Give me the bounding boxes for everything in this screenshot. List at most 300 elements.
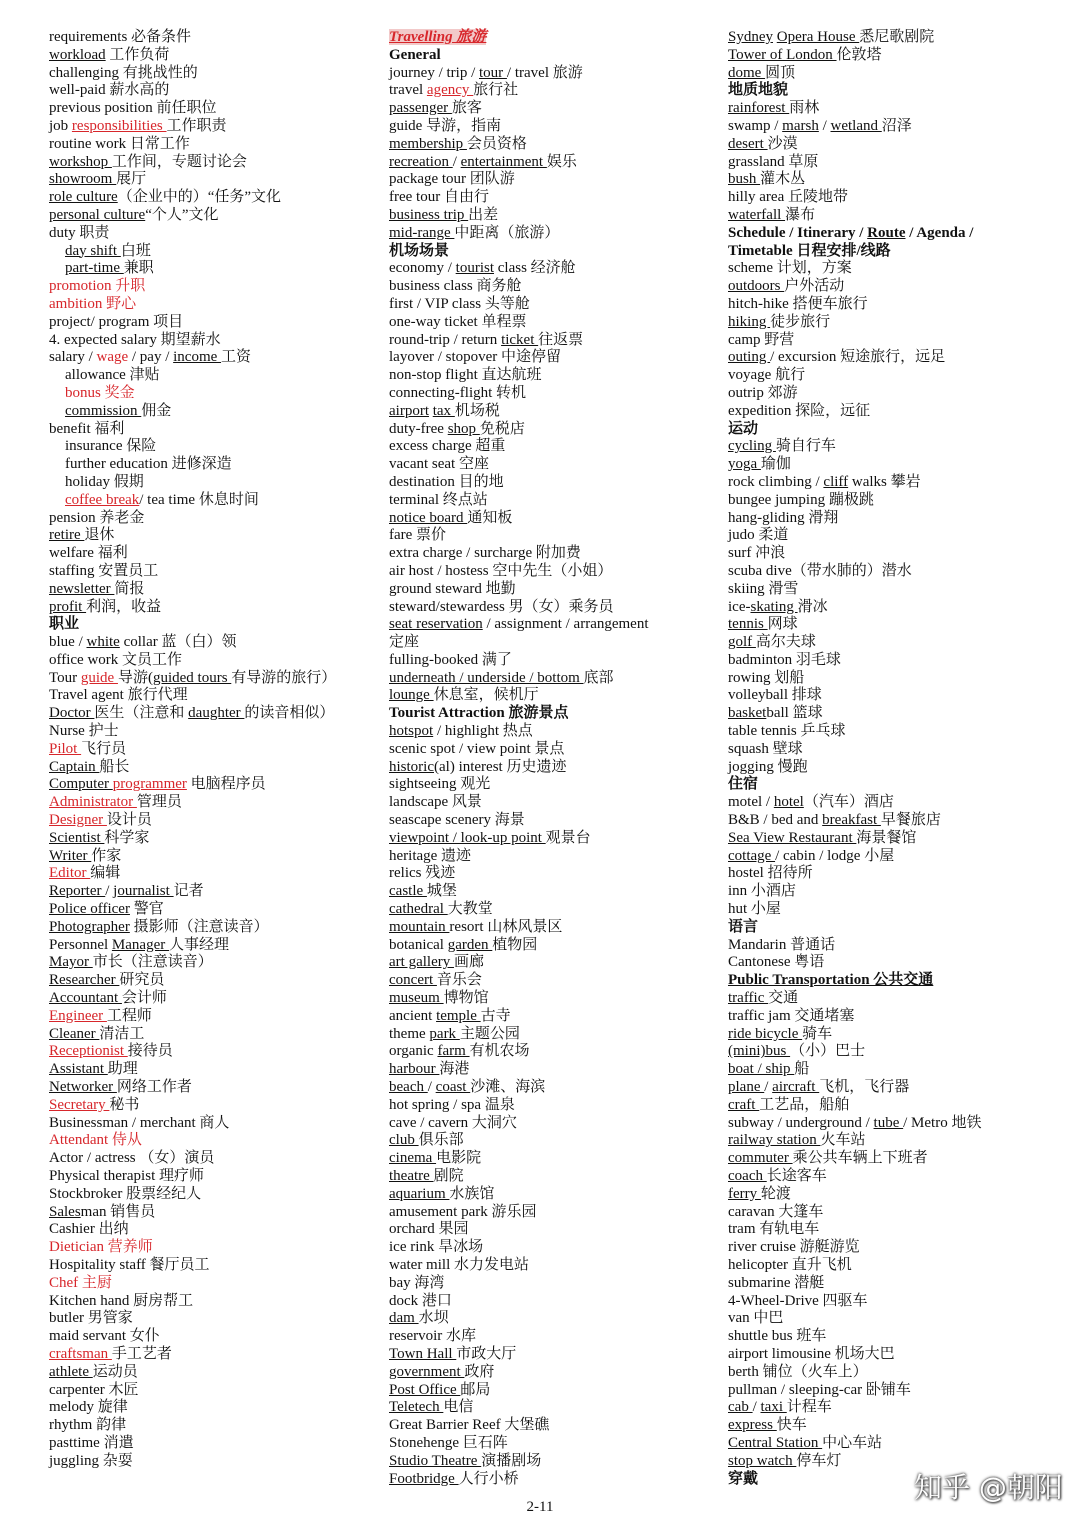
vocab-text: hilly area 丘陵地带 bbox=[728, 189, 848, 206]
vocab-text: journalist bbox=[113, 883, 174, 900]
vocab-text: squash 壁球 bbox=[728, 740, 803, 757]
vocab-text: Actor / actress （女）演员 bbox=[49, 1150, 215, 1167]
vocab-text: 展厅 bbox=[116, 171, 147, 188]
vocab-line bbox=[728, 1168, 1063, 1186]
vocab-text: 佣金 bbox=[141, 402, 172, 419]
vocab-text: amusement park 游乐园 bbox=[389, 1203, 537, 1220]
vocab-text: commuter bbox=[728, 1150, 793, 1167]
vocab-line bbox=[389, 349, 719, 367]
vocab-text: 沙滩、海滨 bbox=[470, 1079, 546, 1096]
vocab-line bbox=[728, 492, 1063, 510]
vocab-line bbox=[49, 1310, 379, 1328]
vocab-text: / travel 旅游 bbox=[506, 64, 583, 81]
vocab-text: plane bbox=[728, 1079, 765, 1096]
vocab-line bbox=[49, 741, 379, 759]
vocab-line bbox=[49, 919, 379, 937]
vocab-text: submarine 潜艇 bbox=[728, 1274, 825, 1291]
vocab-text: concert bbox=[389, 972, 437, 989]
vocab-text: Chef 主厨 bbox=[49, 1274, 112, 1291]
vocab-text: Cleaner bbox=[49, 1025, 100, 1042]
vocab-line bbox=[49, 29, 379, 47]
vocab-text: Pilot bbox=[49, 740, 82, 757]
vocab-text: business class 商务舱 bbox=[389, 278, 522, 295]
vocab-text: theatre bbox=[389, 1168, 434, 1184]
vocab-line bbox=[49, 848, 379, 866]
vocab-line bbox=[389, 136, 719, 154]
vocab-line bbox=[49, 581, 379, 599]
vocab-line bbox=[728, 296, 1063, 314]
vocab-text: Captain bbox=[49, 758, 100, 775]
vocab-text: benefit 福利 bbox=[49, 420, 125, 437]
vocab-text: 博物馆 bbox=[443, 990, 489, 1007]
vocab-text: allowance 津贴 bbox=[65, 367, 160, 384]
vocab-text: (mini)bus bbox=[728, 1043, 791, 1060]
vocab-line bbox=[728, 1150, 1063, 1168]
vocab-text: craftsman bbox=[49, 1345, 112, 1362]
vocab-text: / bbox=[452, 153, 461, 170]
vocab-text: boat / ship bbox=[728, 1061, 795, 1078]
vocab-text: 滑冰 bbox=[797, 598, 828, 615]
vocab-text: bonus 奖金 bbox=[65, 384, 135, 401]
vocab-line bbox=[49, 385, 379, 403]
vocab-text: juggling 杂耍 bbox=[49, 1452, 133, 1469]
vocab-text: 工作负荷 bbox=[105, 46, 170, 63]
vocab-text: 高尔夫球 bbox=[755, 634, 816, 651]
section-heading: Timetable 日程安排/线路 bbox=[728, 242, 891, 259]
vocab-text: / cabin / lodge 小屋 bbox=[775, 847, 895, 864]
vocab-line bbox=[389, 1150, 719, 1168]
vocab-line bbox=[728, 972, 1063, 990]
vocab-text: 科学家 bbox=[104, 829, 150, 846]
vocab-text: seascape scenery 海景 bbox=[389, 812, 525, 829]
vocab-text: Tower of London bbox=[728, 46, 837, 63]
vocab-text: outing bbox=[728, 349, 771, 366]
vocab-text: coach bbox=[728, 1168, 767, 1184]
vocab-line bbox=[728, 1026, 1063, 1044]
vocab-text: van 中巴 bbox=[728, 1310, 784, 1327]
vocab-text: 人事经理 bbox=[168, 936, 229, 953]
vocab-text: Sea View Restaurant bbox=[728, 829, 857, 846]
vocab-text: 机场税 bbox=[454, 402, 500, 419]
vocab-text: 海景餐馆 bbox=[856, 829, 917, 846]
vocab-text: yoga bbox=[728, 456, 761, 473]
vocab-line bbox=[389, 367, 719, 385]
vocab-text: 乘公共车辆上下班者 bbox=[792, 1150, 928, 1167]
vocab-text: tourist bbox=[455, 260, 494, 277]
vocab-line bbox=[389, 47, 719, 65]
vocab-text: personal culture bbox=[49, 206, 146, 223]
vocab-text: heritage 遗迹 bbox=[389, 847, 472, 864]
vocab-line bbox=[49, 670, 379, 688]
vocab-text: 灌木丛 bbox=[760, 171, 806, 188]
vocab-line bbox=[389, 1079, 719, 1097]
vocab-text: 长途客车 bbox=[766, 1168, 827, 1184]
vocab-line bbox=[389, 189, 719, 207]
vocab-line bbox=[728, 741, 1063, 759]
vocab-text: cinema bbox=[389, 1150, 437, 1167]
vocab-text: notice board bbox=[389, 509, 468, 526]
vocab-text: orchard 果园 bbox=[389, 1221, 469, 1238]
vocab-text: hotel bbox=[773, 794, 804, 811]
vocab-text: 植物园 bbox=[492, 936, 538, 953]
vocab-text: table tennis 乒乓球 bbox=[728, 723, 846, 740]
vocab-text: Great Barrier Reef 大堡礁 bbox=[389, 1417, 550, 1434]
vocab-text: “个人”文化 bbox=[145, 206, 219, 223]
vocab-line bbox=[389, 527, 719, 545]
vocab-text: coast bbox=[435, 1079, 471, 1096]
vocab-line bbox=[728, 1310, 1063, 1328]
vocab-text: membership bbox=[389, 135, 467, 152]
vocab-text: 飞行员 bbox=[81, 740, 127, 757]
vocab-line bbox=[728, 687, 1063, 705]
vocab-text: （企业中的）“任务”文化 bbox=[117, 189, 282, 206]
vocab-line bbox=[728, 278, 1063, 296]
vocab-text: / bbox=[764, 1079, 773, 1096]
vocab-text: 瑜伽 bbox=[760, 456, 791, 473]
vocab-text: programmer bbox=[112, 776, 187, 793]
vocab-text: journey / trip / bbox=[389, 64, 479, 81]
section-heading: 机场场景 bbox=[389, 242, 450, 259]
vocab-text: 政府 bbox=[464, 1363, 495, 1380]
vocab-line bbox=[49, 1043, 379, 1061]
vocab-text: theme bbox=[389, 1025, 430, 1042]
vocab-text: marsh bbox=[782, 117, 819, 134]
vocab-text: Travel agent 旅行代理 bbox=[49, 687, 188, 704]
vocab-text: daughter bbox=[188, 705, 245, 722]
vocab-text: sightseeing 观光 bbox=[389, 776, 491, 793]
vocab-line bbox=[728, 1132, 1063, 1150]
page-number: 2-11 bbox=[526, 1499, 554, 1515]
vocab-text: helicopter 直升飞机 bbox=[728, 1256, 852, 1273]
vocab-text: fulling-booked 满了 bbox=[389, 651, 512, 668]
vocab-text: Tour bbox=[49, 669, 81, 686]
section-heading: 运动 bbox=[728, 420, 759, 437]
vocab-line bbox=[389, 1382, 719, 1400]
vocab-line bbox=[389, 421, 719, 439]
vocab-text: 火车站 bbox=[820, 1132, 866, 1149]
vocab-text: white bbox=[86, 634, 120, 651]
vocab-text: expedition 探险，远征 bbox=[728, 402, 871, 419]
vocab-line bbox=[728, 1186, 1063, 1204]
vocab-text: outrip 郊游 bbox=[728, 384, 798, 401]
vocab-line bbox=[389, 634, 719, 652]
vocab-text: 演播剧场 bbox=[481, 1452, 542, 1469]
vocab-text: 旅客 bbox=[451, 100, 482, 117]
vocab-text: ambition 野心 bbox=[49, 295, 137, 312]
vocab-text: Cashier 出纳 bbox=[49, 1221, 129, 1238]
vocab-text: Reporter bbox=[49, 883, 106, 900]
vocab-text: cliff bbox=[823, 473, 849, 490]
vocab-line bbox=[728, 812, 1063, 830]
vocab-text: / excursion 短途旅行，远足 bbox=[770, 349, 946, 366]
vocab-text: ferry bbox=[728, 1185, 761, 1202]
vocab-line bbox=[728, 705, 1063, 723]
vocab-text: previous position 前任职位 bbox=[49, 100, 217, 117]
vocab-text: project/ program 项目 bbox=[49, 313, 184, 330]
vocab-text: Sydney bbox=[728, 29, 773, 45]
vocab-text: breakfast bbox=[822, 812, 881, 829]
vocab-text: Nurse 护士 bbox=[49, 723, 119, 740]
section-heading: / Agenda / bbox=[905, 224, 974, 241]
vocab-text: 画廊 bbox=[453, 954, 484, 971]
vocab-line bbox=[389, 1257, 719, 1275]
vocab-text: Editor bbox=[49, 865, 91, 882]
vocab-line bbox=[389, 545, 719, 563]
vocab-line bbox=[49, 1346, 379, 1364]
vocab-line bbox=[389, 1115, 719, 1133]
section-heading: General bbox=[389, 46, 441, 63]
vocab-text: viewpoint / look-up point bbox=[389, 829, 546, 846]
vocab-text: rock climbing / bbox=[728, 473, 824, 490]
vocab-line bbox=[49, 1008, 379, 1026]
vocab-text: melody 旋律 bbox=[49, 1399, 128, 1416]
vocab-line bbox=[49, 1293, 379, 1311]
vocab-line bbox=[389, 972, 719, 990]
vocab-text: Mayor bbox=[49, 954, 93, 971]
vocab-text: class 经济舱 bbox=[494, 260, 576, 277]
vocab-text: club bbox=[389, 1132, 419, 1149]
vocab-line bbox=[728, 563, 1063, 581]
vocab-text: 主题公园 bbox=[459, 1025, 520, 1042]
vocab-line bbox=[49, 1150, 379, 1168]
vocab-text: connecting-flight 转机 bbox=[389, 384, 527, 401]
vocab-text: cave / cavern 大洞穴 bbox=[389, 1114, 517, 1131]
vocab-line bbox=[49, 510, 379, 528]
vocab-line bbox=[49, 1364, 379, 1382]
vocab-line bbox=[728, 1257, 1063, 1275]
vocab-line bbox=[389, 723, 719, 741]
vocab-text: recreation bbox=[389, 153, 453, 170]
vocab-text: income bbox=[173, 349, 222, 366]
vocab-text: 运动员 bbox=[92, 1363, 138, 1380]
vocab-line bbox=[389, 776, 719, 794]
vocab-text: day shift bbox=[65, 242, 121, 259]
vocab-text: athlete bbox=[49, 1363, 93, 1380]
vocab-line bbox=[389, 848, 719, 866]
vocab-text: one-way ticket 单程票 bbox=[389, 313, 527, 330]
vocab-text: wetland bbox=[830, 117, 882, 134]
vocab-text: tram 有轨电车 bbox=[728, 1221, 820, 1238]
vocab-text: subway / underground / bbox=[728, 1114, 874, 1131]
vocab-text: carpenter 木匠 bbox=[49, 1381, 139, 1398]
vocab-text: tube bbox=[873, 1114, 904, 1131]
vocab-line bbox=[389, 901, 719, 919]
vocab-text: 电脑程序员 bbox=[186, 776, 266, 793]
vocab-line bbox=[49, 937, 379, 955]
vocab-line bbox=[728, 367, 1063, 385]
vocab-text: 大教堂 bbox=[447, 901, 493, 918]
vocab-text: 圆顶 bbox=[765, 64, 796, 81]
vocab-text: resort 山林风景区 bbox=[449, 918, 563, 935]
vocab-line bbox=[389, 474, 719, 492]
vocab-line bbox=[49, 403, 379, 421]
vocab-text: (al) interest 历史遗迹 bbox=[434, 758, 567, 775]
vocab-line bbox=[389, 1346, 719, 1364]
vocab-line bbox=[49, 349, 379, 367]
vocab-text: aquarium bbox=[389, 1185, 450, 1202]
vocab-text: surf 冲浪 bbox=[728, 545, 786, 562]
vocab-text: Stonehenge 巨石阵 bbox=[389, 1434, 508, 1451]
vocab-line bbox=[49, 1257, 379, 1275]
vocab-line bbox=[728, 723, 1063, 741]
vocab-text: butler 男管家 bbox=[49, 1310, 133, 1327]
vocab-line bbox=[728, 260, 1063, 278]
vocab-text: coffee break bbox=[65, 491, 140, 508]
vocab-text: 悉尼歌剧院 bbox=[859, 29, 935, 45]
vocab-text: cottage bbox=[728, 847, 776, 864]
vocab-text: tax bbox=[432, 402, 455, 419]
vocab-line bbox=[49, 171, 379, 189]
vocab-text: tour bbox=[479, 64, 507, 81]
vocab-line bbox=[49, 901, 379, 919]
vocab-text: 往返票 bbox=[538, 331, 584, 348]
vocab-text: Hospitality staff 餐厅员工 bbox=[49, 1256, 210, 1273]
vocab-text: 接待员 bbox=[127, 1043, 173, 1060]
vocab-line bbox=[49, 314, 379, 332]
vocab-text: 清洁工 bbox=[99, 1025, 145, 1042]
vocab-text: Assistant bbox=[49, 1061, 108, 1078]
vocab-text: 市长（注意读音） bbox=[92, 954, 213, 971]
vocab-line bbox=[728, 937, 1063, 955]
vocab-text: motel / bbox=[728, 794, 774, 811]
vocab-text: 计程车 bbox=[786, 1399, 832, 1416]
vocab-line bbox=[49, 154, 379, 172]
vocab-text: 免税店 bbox=[479, 420, 525, 437]
vocab-line bbox=[728, 1079, 1063, 1097]
vocab-line bbox=[49, 1275, 379, 1293]
vocab-text: 中心车站 bbox=[822, 1434, 883, 1451]
vocab-text: historic bbox=[389, 758, 434, 775]
vocab-text: 兼职 bbox=[123, 260, 154, 277]
vocab-line bbox=[49, 65, 379, 83]
vocab-text: commission bbox=[65, 402, 142, 419]
vocab-text: 娱乐 bbox=[546, 153, 577, 170]
vocab-text: further education 进修深造 bbox=[65, 456, 232, 473]
section-heading: 地质地貌 bbox=[728, 82, 789, 99]
vocab-text: 导游( bbox=[117, 669, 153, 686]
vocab-line bbox=[389, 332, 719, 350]
vocab-text: 有导游的旅行） bbox=[231, 669, 337, 686]
vocab-line bbox=[389, 865, 719, 883]
watermark: 知乎 @朝阳 bbox=[914, 1471, 1063, 1504]
vocab-line bbox=[728, 1115, 1063, 1133]
vocab-line bbox=[389, 883, 719, 901]
vocab-text: 交通 bbox=[768, 990, 799, 1007]
vocab-text: government bbox=[389, 1363, 465, 1380]
vocab-text: 水族馆 bbox=[449, 1185, 495, 1202]
vocab-text: reservoir 水库 bbox=[389, 1328, 477, 1345]
vocab-text: pasttime 消遣 bbox=[49, 1434, 134, 1451]
vocab-text: first / VIP class 头等舱 bbox=[389, 295, 530, 312]
vocab-text: holiday 假期 bbox=[65, 473, 144, 490]
vocab-line bbox=[49, 47, 379, 65]
vocab-line bbox=[389, 599, 719, 617]
vocab-line bbox=[49, 1168, 379, 1186]
vocab-line bbox=[389, 314, 719, 332]
vocab-text: 骑自行车 bbox=[775, 438, 836, 455]
vocab-line bbox=[389, 1399, 719, 1417]
vocab-text: 秘书 bbox=[109, 1096, 140, 1113]
vocab-text: rhythm 韵律 bbox=[49, 1417, 127, 1434]
vocab-text: judo 柔道 bbox=[728, 527, 789, 544]
vocab-line bbox=[389, 1221, 719, 1239]
vocab-line bbox=[728, 207, 1063, 225]
vocab-text: 休息室，候机厅 bbox=[433, 687, 539, 704]
vocab-line bbox=[728, 848, 1063, 866]
vocab-line bbox=[49, 1221, 379, 1239]
vocab-line bbox=[389, 100, 719, 118]
vocab-text: landscape 风景 bbox=[389, 794, 482, 811]
vocab-text: hang-gliding 滑翔 bbox=[728, 509, 839, 526]
vocab-text: 警官 bbox=[129, 901, 164, 918]
vocab-text: man 销售员 bbox=[80, 1203, 156, 1220]
vocab-line bbox=[728, 118, 1063, 136]
vocab-text: 医生（注意和 bbox=[94, 705, 189, 722]
vocab-text: well-paid 薪水高的 bbox=[49, 82, 170, 99]
vocab-text: ancient bbox=[389, 1007, 437, 1024]
vocab-line bbox=[49, 634, 379, 652]
vocab-text: desert bbox=[728, 135, 768, 152]
vocab-text: 船长 bbox=[99, 758, 130, 775]
vocab-text: Writer bbox=[49, 847, 92, 864]
vocab-line bbox=[389, 1043, 719, 1061]
vocab-text: 退休 bbox=[84, 527, 115, 544]
vocab-text: Central Station bbox=[728, 1434, 823, 1451]
vocab-text: promotion 升职 bbox=[49, 278, 146, 295]
vocab-text: 邮局 bbox=[460, 1381, 491, 1398]
vocab-line bbox=[49, 421, 379, 439]
vocab-text: 人行小桥 bbox=[458, 1470, 519, 1487]
vocab-text: jogging 慢跑 bbox=[728, 758, 808, 775]
vocab-line bbox=[728, 100, 1063, 118]
vocab-line bbox=[728, 830, 1063, 848]
vocab-text: profit bbox=[49, 598, 87, 615]
vocab-line bbox=[389, 403, 719, 421]
vocab-line bbox=[728, 901, 1063, 919]
vocab-text: rainforest bbox=[728, 100, 790, 117]
vocab-line bbox=[728, 1221, 1063, 1239]
vocab-text: Cantonese 粤语 bbox=[728, 954, 825, 971]
vocab-text: airport bbox=[389, 402, 429, 419]
vocab-line bbox=[728, 1239, 1063, 1257]
vocab-text: passenger bbox=[389, 100, 452, 117]
vocab-line bbox=[389, 225, 719, 243]
vocab-line bbox=[49, 883, 379, 901]
vocab-text: air host / hostess 空中先生（小姐） bbox=[389, 562, 613, 579]
vocab-text: Networker bbox=[49, 1079, 117, 1096]
vocab-text: mountain bbox=[389, 918, 450, 935]
vocab-line bbox=[728, 385, 1063, 403]
section-heading: 职业 bbox=[49, 616, 80, 633]
vocab-text: 船 bbox=[794, 1061, 810, 1078]
vocab-text: mid-range bbox=[389, 224, 455, 241]
vocab-line bbox=[49, 563, 379, 581]
vocab-text: volleyball 排球 bbox=[728, 687, 822, 704]
vocab-text: hot spring / spa 温泉 bbox=[389, 1096, 515, 1113]
vocab-line bbox=[49, 865, 379, 883]
vocab-line bbox=[728, 1293, 1063, 1311]
vocab-text: craft bbox=[728, 1096, 760, 1113]
vocab-text: Stockbroker 股票经纪人 bbox=[49, 1185, 202, 1202]
vocab-text: 网球 bbox=[767, 616, 798, 633]
vocab-line bbox=[728, 954, 1063, 972]
vocab-line bbox=[389, 1293, 719, 1311]
vocab-text: temple bbox=[436, 1007, 481, 1024]
vocab-text: river cruise 游艇游览 bbox=[728, 1239, 860, 1256]
vocab-text: art gallery bbox=[389, 954, 454, 971]
section-heading: Public Transportation 公共交通 bbox=[728, 972, 934, 989]
vocab-text: 管理员 bbox=[136, 794, 182, 811]
